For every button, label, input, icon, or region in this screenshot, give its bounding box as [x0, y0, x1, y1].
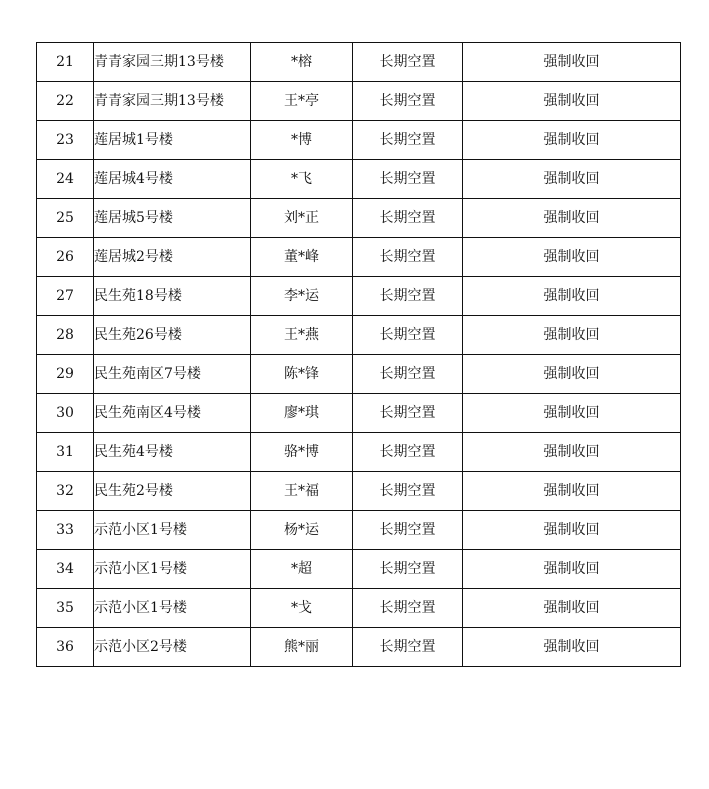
disposal-action: 强制收回	[463, 550, 681, 589]
row-number: 24	[37, 160, 94, 199]
row-number: 26	[37, 238, 94, 277]
vacancy-status: 长期空置	[353, 433, 463, 472]
disposal-action: 强制收回	[463, 199, 681, 238]
table-row	[37, 589, 681, 628]
building-address: 示范小区1号楼	[94, 550, 251, 589]
row-number: 23	[37, 121, 94, 160]
vacancy-status: 长期空置	[353, 316, 463, 355]
tenant-name: 刘*正	[251, 199, 353, 238]
table-row	[37, 628, 681, 667]
building-address: 民生苑26号楼	[94, 316, 251, 355]
tenant-name: 王*燕	[251, 316, 353, 355]
table-row	[37, 82, 681, 121]
building-address: 民生苑4号楼	[94, 433, 251, 472]
disposal-action: 强制收回	[463, 82, 681, 121]
table-row	[37, 160, 681, 199]
row-number: 30	[37, 394, 94, 433]
building-address: 示范小区1号楼	[94, 589, 251, 628]
row-number: 25	[37, 199, 94, 238]
vacancy-status: 长期空置	[353, 355, 463, 394]
vacancy-status: 长期空置	[353, 589, 463, 628]
housing-table-body	[37, 43, 681, 667]
table-row	[37, 394, 681, 433]
disposal-action: 强制收回	[463, 628, 681, 667]
tenant-name: 杨*运	[251, 511, 353, 550]
building-address: 莲居城2号楼	[94, 238, 251, 277]
tenant-name: 廖*琪	[251, 394, 353, 433]
row-number: 36	[37, 628, 94, 667]
building-address: 民生苑18号楼	[94, 277, 251, 316]
tenant-name: 王*福	[251, 472, 353, 511]
disposal-action: 强制收回	[463, 160, 681, 199]
tenant-name: *戈	[251, 589, 353, 628]
tenant-name: 董*峰	[251, 238, 353, 277]
tenant-name: 王*亭	[251, 82, 353, 121]
housing-table	[36, 42, 681, 667]
table-row	[37, 511, 681, 550]
vacancy-status: 长期空置	[353, 277, 463, 316]
disposal-action: 强制收回	[463, 43, 681, 82]
building-address: 青青家园三期13号楼	[94, 43, 251, 82]
vacancy-status: 长期空置	[353, 199, 463, 238]
vacancy-status: 长期空置	[353, 238, 463, 277]
vacancy-status: 长期空置	[353, 628, 463, 667]
tenant-name: 陈*锋	[251, 355, 353, 394]
table-row	[37, 316, 681, 355]
disposal-action: 强制收回	[463, 316, 681, 355]
vacancy-status: 长期空置	[353, 160, 463, 199]
vacancy-status: 长期空置	[353, 394, 463, 433]
building-address: 示范小区2号楼	[94, 628, 251, 667]
table-row	[37, 121, 681, 160]
building-address: 莲居城5号楼	[94, 199, 251, 238]
tenant-name: 李*运	[251, 277, 353, 316]
vacancy-status: 长期空置	[353, 472, 463, 511]
row-number: 28	[37, 316, 94, 355]
building-address: 莲居城4号楼	[94, 160, 251, 199]
tenant-name: *超	[251, 550, 353, 589]
row-number: 31	[37, 433, 94, 472]
table-row	[37, 472, 681, 511]
row-number: 35	[37, 589, 94, 628]
row-number: 29	[37, 355, 94, 394]
table-row	[37, 550, 681, 589]
row-number: 34	[37, 550, 94, 589]
vacancy-status: 长期空置	[353, 121, 463, 160]
building-address: 莲居城1号楼	[94, 121, 251, 160]
row-number: 22	[37, 82, 94, 121]
tenant-name: *飞	[251, 160, 353, 199]
tenant-name: *榕	[251, 43, 353, 82]
row-number: 27	[37, 277, 94, 316]
vacancy-status: 长期空置	[353, 511, 463, 550]
building-address: 示范小区1号楼	[94, 511, 251, 550]
disposal-action: 强制收回	[463, 472, 681, 511]
table-row	[37, 355, 681, 394]
building-address: 民生苑2号楼	[94, 472, 251, 511]
vacancy-status: 长期空置	[353, 43, 463, 82]
table-row	[37, 199, 681, 238]
table-row	[37, 277, 681, 316]
row-number: 21	[37, 43, 94, 82]
disposal-action: 强制收回	[463, 121, 681, 160]
disposal-action: 强制收回	[463, 511, 681, 550]
disposal-action: 强制收回	[463, 589, 681, 628]
tenant-name: *博	[251, 121, 353, 160]
tenant-name: 熊*丽	[251, 628, 353, 667]
building-address: 民生苑南区4号楼	[94, 394, 251, 433]
row-number: 32	[37, 472, 94, 511]
vacancy-status: 长期空置	[353, 82, 463, 121]
table-row	[37, 433, 681, 472]
disposal-action: 强制收回	[463, 433, 681, 472]
building-address: 民生苑南区7号楼	[94, 355, 251, 394]
building-address: 青青家园三期13号楼	[94, 82, 251, 121]
tenant-name: 骆*博	[251, 433, 353, 472]
vacancy-status: 长期空置	[353, 550, 463, 589]
disposal-action: 强制收回	[463, 355, 681, 394]
disposal-action: 强制收回	[463, 394, 681, 433]
table-row	[37, 238, 681, 277]
disposal-action: 强制收回	[463, 277, 681, 316]
table-row	[37, 43, 681, 82]
row-number: 33	[37, 511, 94, 550]
disposal-action: 强制收回	[463, 238, 681, 277]
